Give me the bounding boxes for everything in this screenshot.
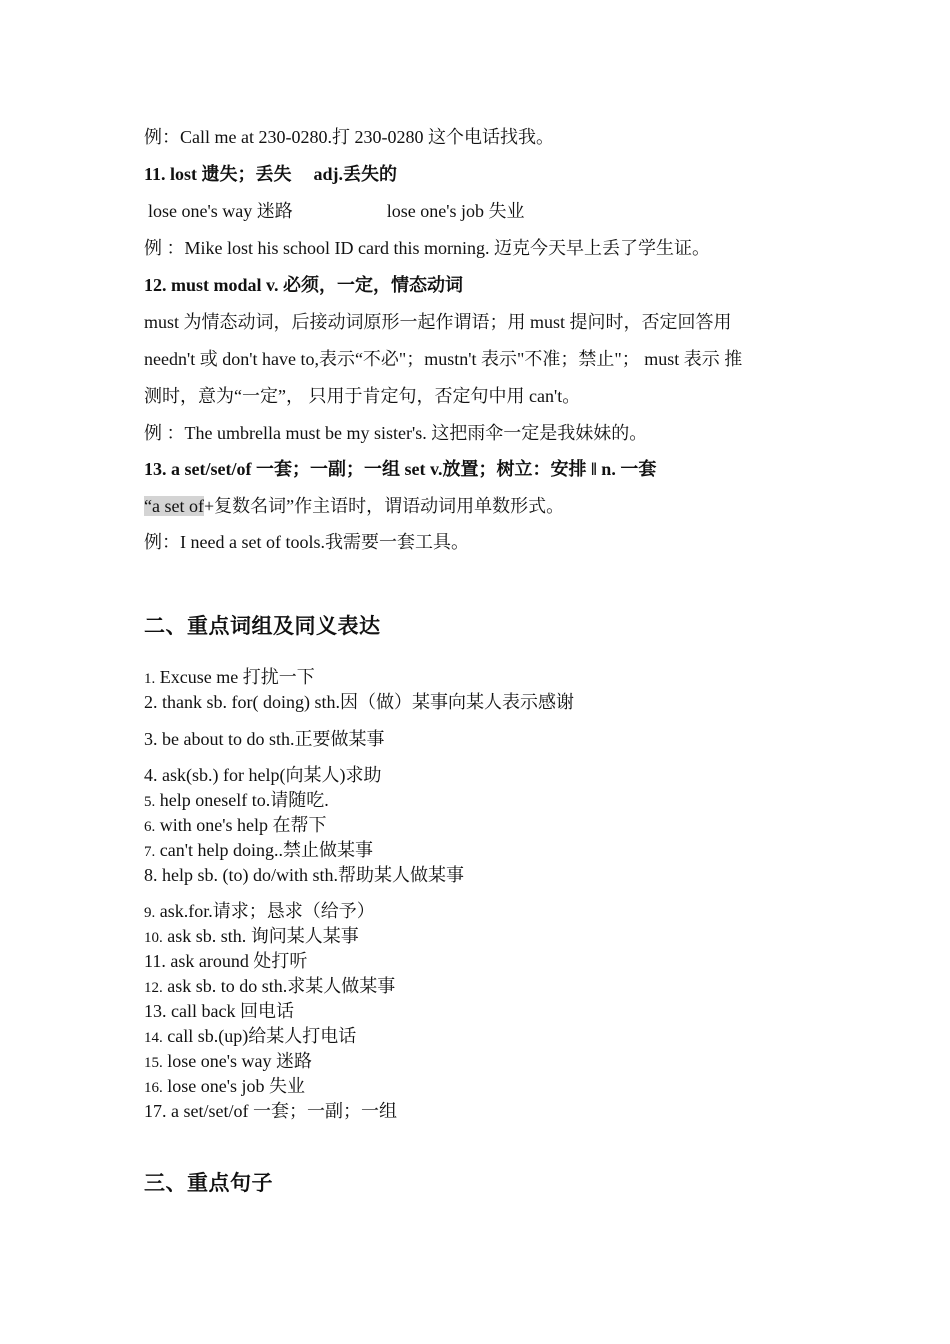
list-item: 9. ask.for.请求；恳求（给予） <box>144 901 375 921</box>
section-3-heading: 三、重点句子 <box>144 1171 273 1195</box>
list-item: 11. ask around 处打听 <box>144 951 308 971</box>
vocab-item-11-title-a: 11. lost 遗失；丢失 <box>144 164 292 184</box>
vocab-item-12-title: 12. must modal v. 必须，一定，情态动词 <box>144 275 464 295</box>
list-item: 14. call sb.(up)给某人打电话 <box>144 1026 357 1046</box>
vocab-item-11-example: 例 ：Mike lost his school ID card this morning. 迈克今天早上丢了学生证。 <box>144 238 710 258</box>
vocab-item-11-phrases <box>148 199 524 223</box>
vocab-item-11-title <box>144 162 397 186</box>
list-item: 6. with one's help 在帮下 <box>144 815 327 835</box>
list-item: 4. ask(sb.) for help(向某人)求助 <box>144 765 382 785</box>
vocab-item-12-body-3: 测时，意为“一定”， 只用于肯定句，否定句中用 can't。 <box>144 386 581 406</box>
vocab-item-12-example: 例 ：The umbrella must be my sister's. 这把雨伞一定是我妹妹的。 <box>144 423 648 443</box>
example-call: 例：Call me at 230-0280.打 230-0280 这个电话找我。 <box>144 127 554 147</box>
section-2-heading: 二、重点词组及同义表达 <box>144 614 381 638</box>
list-item: 12. ask sb. to do sth.求某人做某事 <box>144 976 396 996</box>
list-item: 7. can't help doing..禁止做某事 <box>144 840 373 860</box>
vocab-item-12-body-1: must 为情态动词，后接动词原形一起作谓语；用 must 提问时，否定回答用 <box>144 312 732 332</box>
list-item: 10. ask sb. sth. 询问某人某事 <box>144 926 359 946</box>
vocab-item-11-title-b: adj.丢失的 <box>313 164 398 184</box>
list-item: 2. thank sb. for( doing) sth.因（做）某事向某人表示感谢 <box>144 692 574 712</box>
list-item: 3. be about to do sth.正要做某事 <box>144 729 385 749</box>
list-item: 17. a set/set/of 一套；一副；一组 <box>144 1101 397 1121</box>
list-item: 1. Excuse me 打扰一下 <box>144 667 315 687</box>
phrase-lose-way: lose one's way 迷路 <box>148 201 293 221</box>
vocab-item-12-body-2: needn't 或 don't have to,表示“不必"；mustn't 表示"不准；禁止"； must 表示 推 <box>144 349 743 369</box>
vocab-item-13-title: 13. a set/set/of 一套；一副；一组 set v.放置；树立：安排 ‖ n. 一套 <box>144 459 657 479</box>
vocab-item-13-note <box>144 494 564 518</box>
list-item: 8. help sb. (to) do/with sth.帮助某人做某事 <box>144 865 464 885</box>
vocab-item-13-example: 例：I need a set of tools.我需要一套工具。 <box>144 532 469 552</box>
list-item: 13. call back 回电话 <box>144 1001 294 1021</box>
highlighted-text: “a set of <box>144 496 204 516</box>
list-item: 5. help oneself to.请随吃. <box>144 790 329 810</box>
list-item: 16. lose one's job 失业 <box>144 1076 305 1096</box>
vocab-item-13-note-rest: +复数名词”作主语时，谓语动词用单数形式。 <box>203 496 565 516</box>
phrase-lose-job: lose one's job 失业 <box>386 201 525 221</box>
list-item: 15. lose one's way 迷路 <box>144 1051 312 1071</box>
